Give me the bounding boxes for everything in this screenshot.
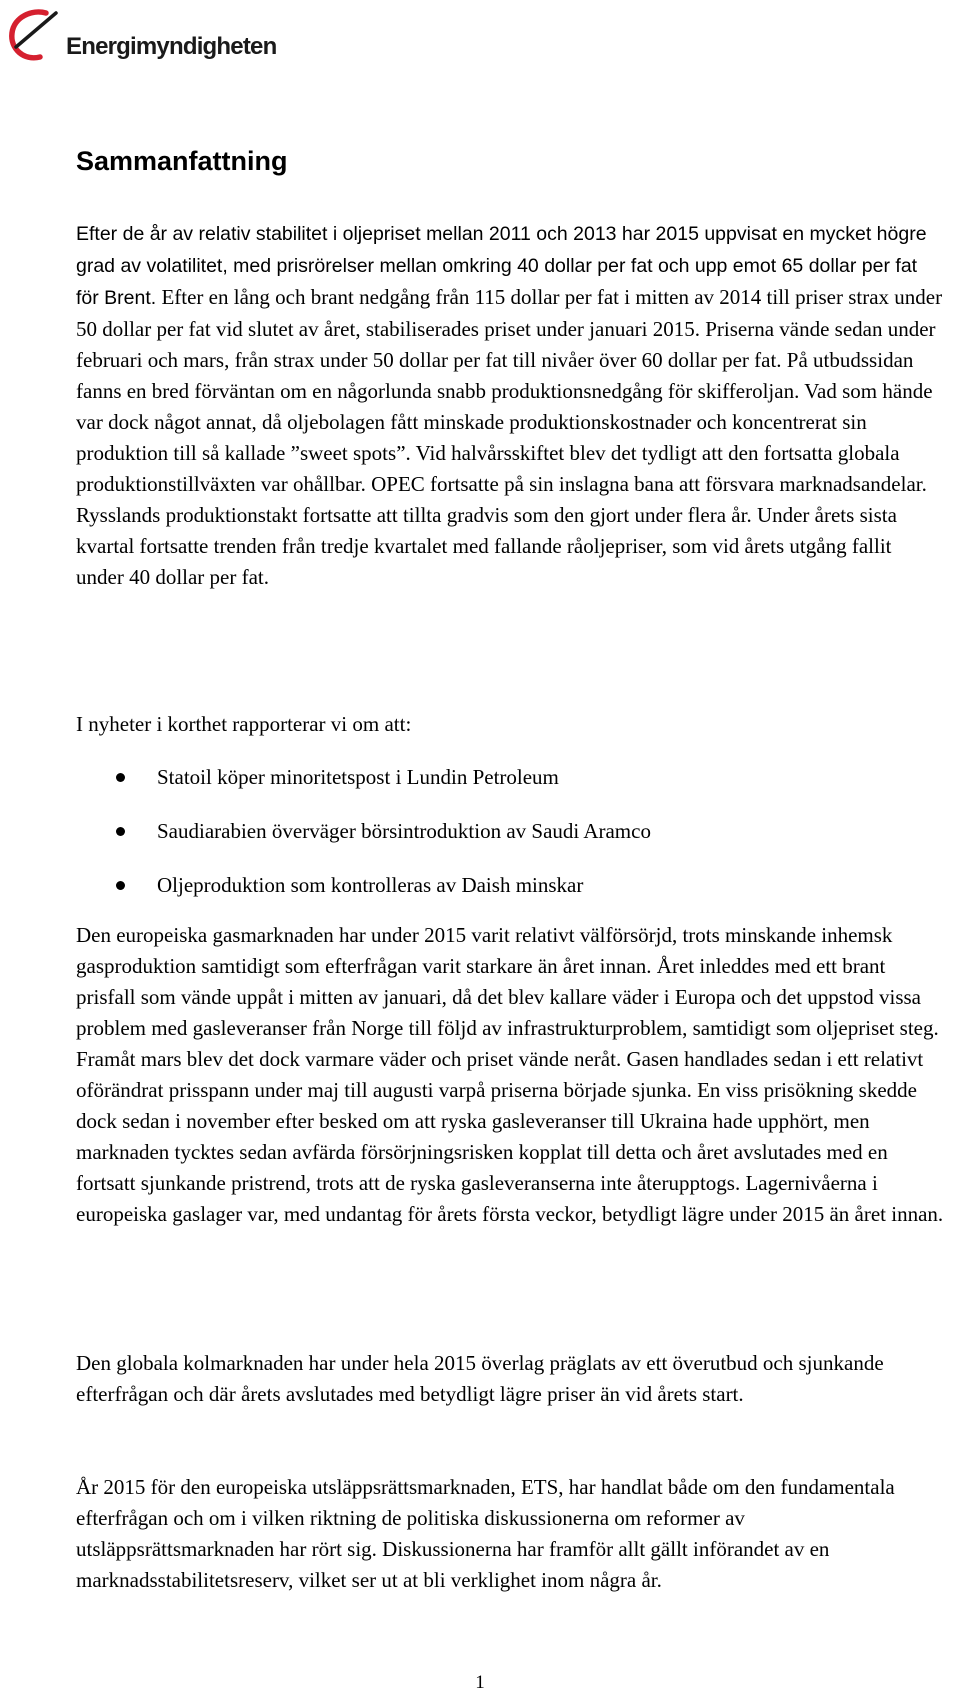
list-item-text: Statoil köper minoritetspost i Lundin Petroleum (157, 765, 559, 789)
bullet-icon (116, 827, 125, 836)
logo-swoosh-icon (6, 5, 66, 67)
news-intro: I nyheter i korthet rapporterar vi om att: (76, 712, 412, 736)
paragraph-coal: Den globala kolmarknaden har under hela 2015 överlag präglats av ett överutbud och sjunkande efterfrågan och där årets avslutades med betydligt lägre priser än vid årets start. (76, 1351, 884, 1406)
list-item-text: Saudiarabien överväger börsintroduktion av Saudi Aramco (157, 819, 651, 843)
paragraph-ets: År 2015 för den europeiska utsläppsrättsmarknaden, ETS, har handlat både om den fundamentala efterfrågan och om i vilken riktning de politiska diskussionerna om reformer av utsläppsrättsmarknaden har rört sig. Diskussionerna har framför allt gällt införandet av en marknadsstabilitetsreserv, vilket ser ut at bli verklighet inom några år. (76, 1475, 895, 1592)
bullet-icon (116, 881, 125, 890)
logo (6, 5, 306, 67)
paragraph-oil-rest: Efter en lång och brant nedgång från 115 dollar per fat i mitten av 2014 till priser strax under 50 dollar per fat vid slutet av året, stabiliserades priset under januari 2015. Priserna vände sedan under februari och mars, från strax under 50 dollar per fat till nivåer över 60 dollar per fat. På utbudssidan fanns en bred förväntan om en någorlunda snabb produktionsnedgång för skifferoljan. Vad som hände var dock något annat, då oljebolagen fått minskade produktionskostnader och koncentrerat sin produktion till så kallade ”sweet spots”. Vid halvårsskiftet blev det tydligt att den fortsatta globala produktionstillväxten var ohållbar. OPEC fortsatte på sin inslagna bana att försvara marknadsandelar. Rysslands produktionstakt fortsatte att tillta gradvis som den gjort under flera år. Under årets sista kvartal fortsatte trenden från tredje kvartalet med fallande råoljepriser, som vid årets utgång fallit under 40 dollar per fat. (76, 285, 943, 589)
list-item (76, 762, 651, 816)
news-list (76, 762, 651, 924)
paragraph-oil (76, 218, 944, 593)
bullet-icon (116, 773, 125, 782)
list-item-text: Oljeproduktion som kontrolleras av Daish minskar (157, 873, 584, 897)
paragraph-oil-lead: Efter de år av relativ stabilitet i oljepriset mellan 2011 och 2013 har 2015 uppvisat en mycket högre grad av volatilitet, med prisrörelser mellan omkring 40 dollar per fat och upp emot 65 dollar per fat för Brent. (76, 223, 927, 309)
logo-text: Energimyndigheten (66, 33, 277, 60)
page-number: 1 (475, 1672, 485, 1693)
list-item (76, 870, 651, 924)
page-title: Sammanfattning (76, 146, 288, 176)
list-item (76, 816, 651, 870)
paragraph-gas: Den europeiska gasmarknaden har under 2015 varit relativt välförsörjd, trots minskande inhemsk gasproduktion samtidigt som efterfrågan varit starkare än året innan. Året inleddes med ett brant prisfall som vände uppåt i mitten av januari, då det blev kallare väder i Europa och det uppstod vissa problem med gasleveranser från Norge till följd av infrastrukturproblem, samtidigt som oljepriset steg. Framåt mars blev det dock varmare väder och priset vände neråt. Gasen handlades sedan i ett relativt oförändrat prisspann under maj till augusti varpå priserna började sjunka. En viss prisökning skedde dock sedan i november efter besked om att ryska gasleveranser till Ukraina hade upphört, men marknaden tycktes sedan avfärda försörjningsrisken kopplat till detta och året avslutades med en fortsatt sjunkande pristrend, trots att de ryska gasleveranserna inte återupptogs. Lagernivåerna i europeiska gaslager var, med undantag för årets första veckor, betydligt lägre under 2015 än året innan. (76, 923, 944, 1226)
